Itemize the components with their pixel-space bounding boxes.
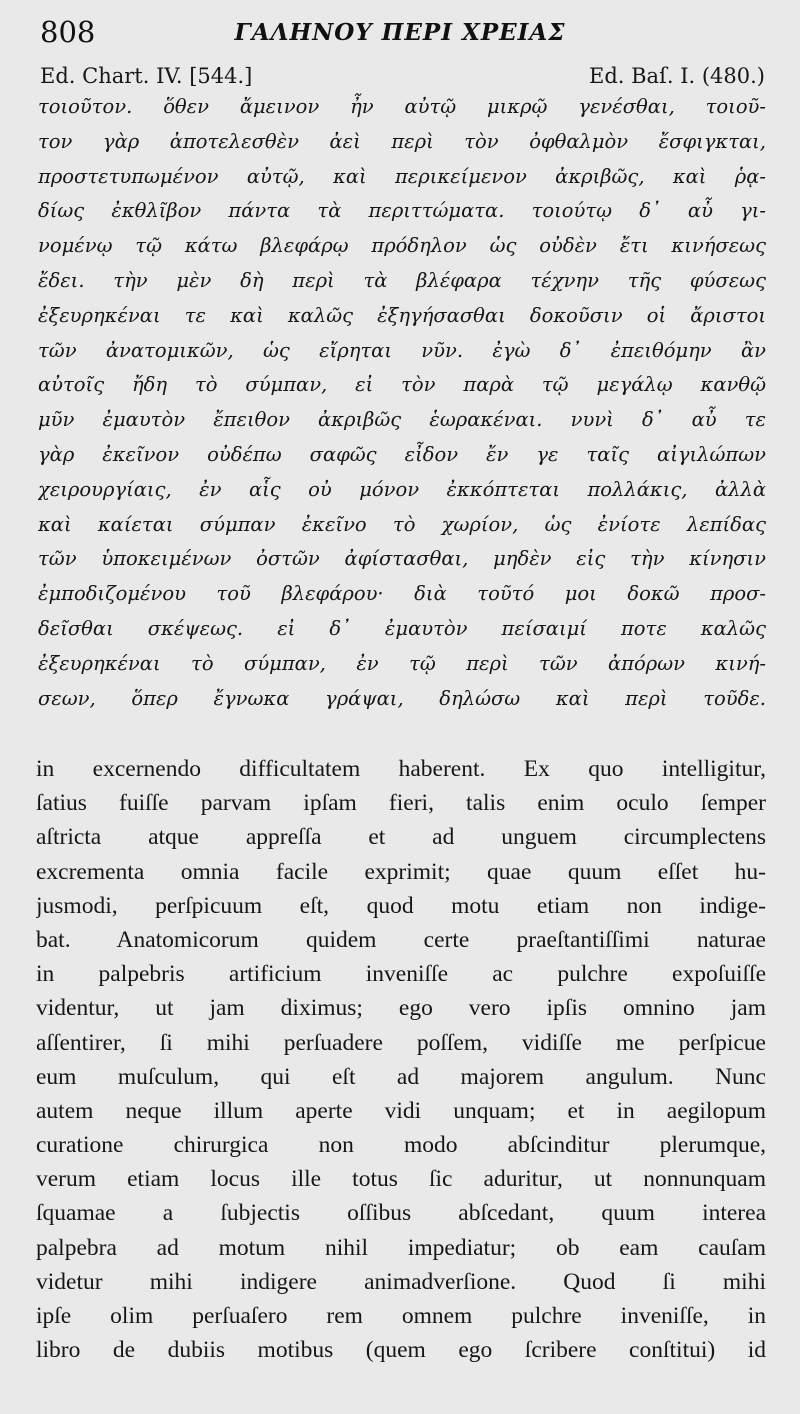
latin-line: excrementa omnia facile exprimit; quae quum eſſet hu- bbox=[36, 858, 766, 885]
greek-line: τοιοῦτον. ὅθεν ἄμεινον ἦν αὐτῷ μικρῷ γενέσθαι, τοιοῦ- bbox=[38, 95, 766, 118]
latin-line: aſſentirer, ſi mihi perſuadere poſſem, vidiſſe me perſpicue bbox=[36, 1029, 766, 1056]
greek-text-block bbox=[38, 90, 766, 716]
greek-line: αὐτοῖς ἤδη τὸ σύμπαν, εἰ τὸν παρὰ τῷ μεγάλῳ κανθῷ bbox=[38, 373, 766, 397]
greek-line: τον γὰρ ἀποτελεσθὲν ἀεὶ περὶ τὸν ὀφθαλμὸν ἔσφιγκται, bbox=[38, 129, 766, 153]
greek-line: τῶν ἀνατομικῶν, ὡς εἴρηται νῦν. ἐγὼ δ᾽ ἐπειθόμην ἂν bbox=[38, 338, 766, 362]
latin-line: ſquamae a ſubjectis oſſibus abſcedant, quum interea bbox=[36, 1200, 766, 1227]
latin-line: bat. Anatomicorum quidem certe praeſtantiſſimi naturae bbox=[36, 926, 766, 953]
page-number: 808 bbox=[40, 15, 96, 49]
greek-line: καὶ καίεται σύμπαν ἐκεῖνο τὸ χωρίον, ὡς ἐνίοτε λεπίδας bbox=[38, 512, 766, 536]
latin-line: videntur, ut jam diximus; ego vero ipſis omnino jam bbox=[36, 995, 766, 1022]
greek-line: μῦν ἐμαυτὸν ἔπειθον ἀκριβῶς ἑωρακέναι. νυνὶ δ᾽ αὖ τε bbox=[38, 408, 766, 432]
greek-line: δεῖσθαι σκέψεως. εἰ δ᾽ ἐμαυτὸν πείσαιμί ποτε καλῶς bbox=[38, 616, 766, 640]
latin-line: autem neque illum aperte vidi unquam; et in aegilopum bbox=[36, 1097, 766, 1124]
latin-line: videtur mihi indigere animadverſione. Quod ſi mihi bbox=[36, 1268, 766, 1295]
latin-line: palpebra ad motum nihil impediatur; ob eam cauſam bbox=[36, 1234, 766, 1261]
greek-line: σεων, ὅπερ ἔγνωκα γράψαι, δηλώσω καὶ περὶ τοῦδε. bbox=[38, 686, 766, 710]
latin-line: eum muſculum, qui eſt ad majorem angulum. Nunc bbox=[36, 1063, 766, 1090]
greek-line: ἐμποδιζομένου τοῦ βλεφάρου· διὰ τοῦτό μοι δοκῶ προσ- bbox=[38, 582, 766, 606]
latin-line: ipſe olim perſuaſero rem omnem pulchre inveniſſe, in bbox=[36, 1303, 766, 1329]
latin-line: in palpebris artificium inveniſſe ac pulchre expoſuiſſe bbox=[36, 961, 766, 988]
greek-line: δίως ἐκθλῖβον πάντα τὰ περιττώματα. τοιούτῳ δ᾽ αὖ γι- bbox=[38, 199, 766, 223]
edition-references bbox=[40, 62, 765, 92]
running-title: ΓΑΛΗΝΟΥ ΠΕΡΙ ΧΡΕΙΑΣ bbox=[234, 19, 566, 46]
running-head bbox=[28, 12, 772, 52]
latin-line: curatione chirurgica non modo abſcinditur plerumque, bbox=[36, 1132, 766, 1159]
greek-line: νομένῳ τῷ κάτω βλεφάρῳ πρόδηλον ὡς οὐδὲν ἔτι κινήσεως bbox=[38, 234, 766, 258]
latin-line: in excernendo difficultatem haberent. Ex quo intelligitur, bbox=[36, 756, 766, 782]
latin-text-block bbox=[36, 752, 766, 1367]
greek-line: ἐξευρηκέναι τε καὶ καλῶς ἐξηγήσασθαι δοκοῦσιν οἱ ἄριστοι bbox=[38, 303, 766, 327]
latin-line: verum etiam locus ille totus ſic aduritur, ut nonnunquam bbox=[36, 1166, 766, 1193]
greek-line: ἔδει. τὴν μὲν δὴ περὶ τὰ βλέφαρα τέχνην τῆς φύσεως bbox=[38, 268, 766, 292]
latin-line: aſtricta atque appreſſa et ad unguem circumplectens bbox=[36, 824, 766, 851]
greek-line: προστετυπωμένον αὐτῷ, καὶ περικείμενον ἀκριβῶς, καὶ ῥᾳ- bbox=[38, 164, 766, 188]
latin-line: ſatius fuiſſe parvam ipſam fieri, talis enim oculo ſemper bbox=[36, 790, 766, 817]
greek-line: ἐξευρηκέναι τὸ σύμπαν, ἐν τῷ περὶ τῶν ἀπόρων κινή- bbox=[38, 651, 766, 675]
greek-line: γὰρ ἐκεῖνον οὐδέπω σαφῶς εἶδον ἔν γε ταῖς αἰγιλώπων bbox=[38, 442, 766, 466]
greek-line: τῶν ὑποκειμένων ὀστῶν ἀφίστασθαι, μηδὲν εἰς τὴν κίνησιν bbox=[38, 547, 766, 571]
latin-line: jusmodi, perſpicuum eſt, quod motu etiam non indige- bbox=[36, 892, 766, 919]
latin-line: libro de dubiis motibus (quem ego ſcribere conſtitui) id bbox=[36, 1337, 766, 1364]
edition-chartier-ref: Ed. Chart. IV. [544.] bbox=[40, 64, 253, 88]
edition-basel-ref: Ed. Baſ. I. (480.) bbox=[589, 64, 765, 88]
greek-line: χειρουργίαις, ἐν αἷς οὐ μόνον ἐκκόπτεται πολλάκις, ἀλλὰ bbox=[38, 477, 766, 501]
